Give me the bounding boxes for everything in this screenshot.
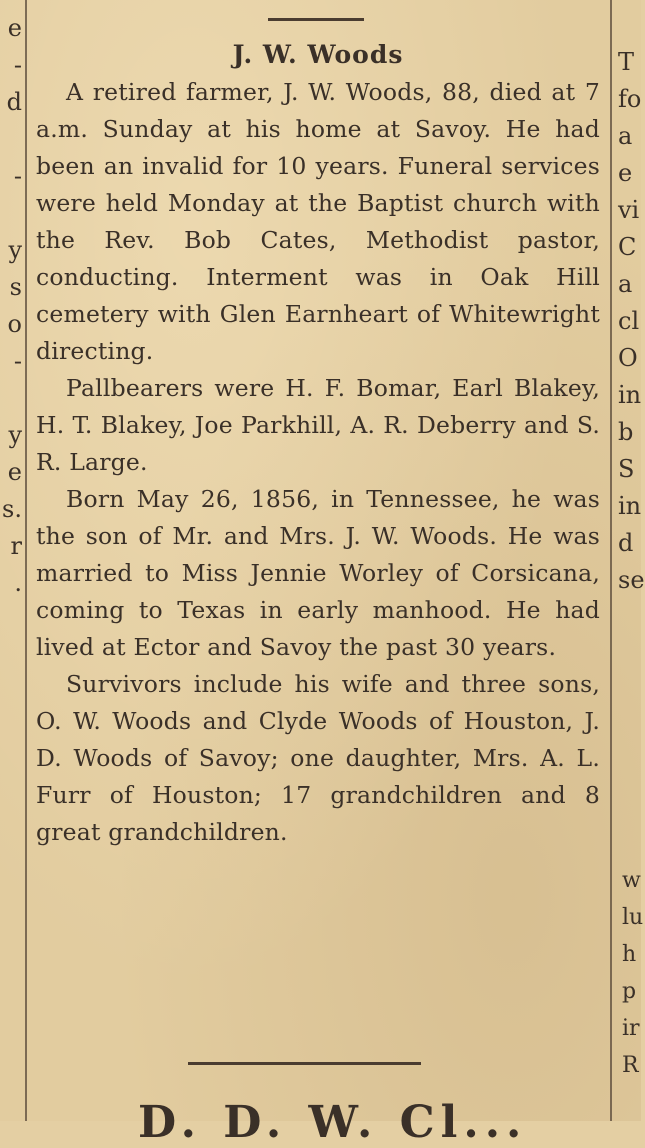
right-fragment: O xyxy=(618,344,638,372)
right-lower-fragment: w xyxy=(622,868,641,893)
article-top-rule xyxy=(268,18,364,21)
right-fragment: a xyxy=(618,270,633,298)
column-divider-left xyxy=(25,0,27,1121)
right-column-lower-fragments xyxy=(622,862,644,1084)
left-fragment: - xyxy=(13,162,22,190)
left-fragment: r xyxy=(10,532,22,560)
right-fragment: d xyxy=(618,529,634,557)
right-fragment: C xyxy=(618,233,637,261)
next-article-headline-fragment: D. D. W. Cl... xyxy=(138,1097,528,1148)
left-fragment: y xyxy=(8,421,22,449)
right-lower-fragment: R xyxy=(622,1053,639,1078)
right-lower-fragment: p xyxy=(622,979,637,1004)
left-fragment xyxy=(0,195,22,232)
article-paragraph-pallbearers: Pallbearers were H. F. Bomar, Earl Blakey, H. T. Blakey, Joe Parkhill, A. R. Deberry and S. R. Large. xyxy=(36,374,600,476)
left-fragment xyxy=(0,121,22,158)
article-paragraph-survivors: Survivors include his wife and three sons, O. W. Woods and Clyde Woods of Houston, J. D. Woods of Savoy; one daughter, Mrs. A. L. Furr of Houston; 17 grandchildren and 8 great grandchildren. xyxy=(36,670,600,846)
right-fragment: vi xyxy=(618,196,640,224)
right-fragment: b xyxy=(618,418,634,446)
left-fragment: s xyxy=(9,273,22,301)
right-fragment: in xyxy=(618,381,642,409)
column-divider-right xyxy=(610,0,612,1121)
left-fragment: e xyxy=(7,458,22,486)
left-fragment: y xyxy=(8,236,22,264)
right-fragment: a xyxy=(618,122,633,150)
article-paragraph-death: A retired farmer, J. W. Woods, 88, died at 7 a.m. Sunday at his home at Savoy. He had been an invalid for 10 years. Funeral services were held Monday at the Baptist church with the Rev. Bob Cates, Methodist pastor, conducting. Interment was in Oak Hill cemetery with Glen Earnheart of Whitewright directing. xyxy=(36,78,600,365)
right-fragment: fo xyxy=(618,85,642,113)
article-paragraph-biography: Born May 26, 1856, in Tennessee, he was the son of Mr. and Mrs. J. W. Woods. He was married to Miss Jennie Worley of Corsicana, coming to Texas in early manhood. He had lived at Ector and Savoy the past 30 years. xyxy=(36,485,600,661)
right-fragment: T xyxy=(618,48,635,76)
left-fragment: o xyxy=(7,310,22,338)
left-fragment xyxy=(0,380,22,417)
left-fragment: . xyxy=(14,569,22,597)
left-fragment: s. xyxy=(2,495,22,523)
right-lower-fragment: lu xyxy=(622,905,644,930)
obituary-article xyxy=(36,40,600,851)
right-fragment: in xyxy=(618,492,642,520)
right-fragment: cl xyxy=(618,307,640,335)
left-fragment: - xyxy=(13,51,22,79)
left-fragment: d xyxy=(6,88,22,116)
right-fragment: S xyxy=(618,455,635,483)
right-fragment: se xyxy=(618,566,645,594)
right-lower-fragment: ir xyxy=(622,1016,640,1041)
left-fragment: e xyxy=(7,14,22,42)
right-lower-fragment: h xyxy=(622,942,637,967)
article-headline: J. W. Woods xyxy=(232,40,404,69)
left-fragment: - xyxy=(13,347,22,375)
right-fragment: e xyxy=(618,159,633,187)
left-column-fragments xyxy=(0,0,22,1121)
article-bottom-rule xyxy=(188,1062,421,1065)
